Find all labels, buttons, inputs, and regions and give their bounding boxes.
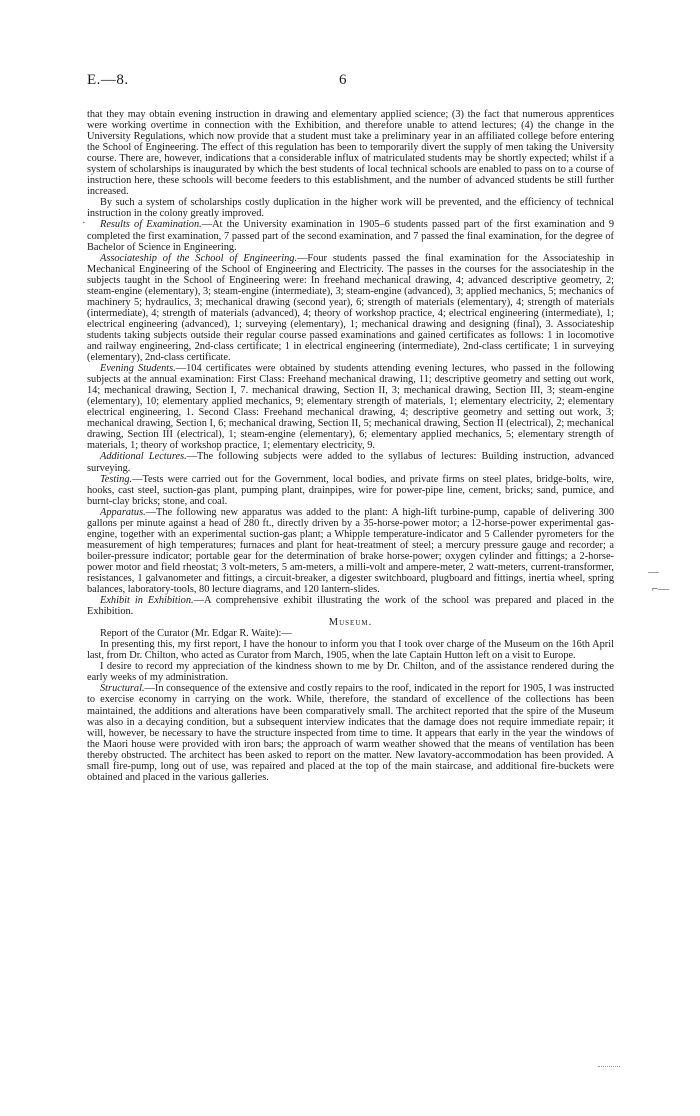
paragraph-text: —A comprehensive exhibit illustrating the work of the school was prepared and placed in the Exhibition. [87,595,614,618]
document-reference: E.—8. [87,72,129,88]
paragraph-heading: Evening Students. [100,363,176,375]
paragraph-heading: Exhibit in Exhibition. [100,595,194,607]
paragraph-heading: Apparatus. [100,506,146,518]
paragraph [87,363,614,451]
margin-dot-mark: · [82,217,86,229]
paragraph [87,197,614,219]
paragraph [87,507,614,595]
paragraph-text: that they may obtain evening instruction in drawing and elementary applied science; (3) the fact that numerous apprentices were working overtime in connection with the Exhibition, and therefore unable to attend lectures; (4) the change in the University Regulations, which now provide that a student must take a preliminary year in an affiliated college before entering the School of Engineering. The effect of this regulation has been to temporarily divert the supply of men taking the University course. There are, however, indications that a considerable influx of matriculated students may be shortly expected; whilst if a system of scholarships is inaugurated by which the best students of local technical schools are enabled to pass on to a course of instruction here, these schools will become feeders to this establishment, and the number of advanced students be still further increased. [87,109,614,198]
paragraph [87,253,614,363]
paragraph [87,595,614,617]
paragraph [87,474,614,507]
document-body [87,109,614,783]
page-number: 6 [339,72,347,88]
paragraph-text: I desire to record my appreciation of the kindness shown to me by Dr. Chilton, and of the assistance rendered during the early weeks of my administration. [87,661,614,684]
paragraph [87,639,614,661]
paragraph [87,683,614,782]
paragraph-heading: Additional Lectures. [100,451,187,463]
paragraph-text: —The following subjects were added to the syllabus of lectures: Building instruction, advanced surveying. [87,451,614,474]
paragraph-text: —104 certificates were obtained by students attending evening lectures, who passed in the following subjects at the annual examination: First Class: Freehand mechanical drawing, 11; descriptive geometry and setting out work, 14; mechanical drawing, Section I, 7. mechanical drawing, Section II, 3; mechanical drawing, Section III, 3; steam-engine (elementary), 10; elementary applied mechanics, 9; elementary strength of materials, 1; elementary electricity, 2; elementary electrical engineering, 1. Second Class: Freehand mechanical drawing, 4; descriptive geometry and setting out work, 3; mechanical drawing, Section I, 6; mechanical drawing, Section II, 5; mechanical drawing, Section II (electrical), 2; mechanical drawing, Section III (electrical), 1; steam-engine (elementary), 6; elementary applied mechanics, 5; elementary strength of materials, 1; theory of workshop practice, 1; elementary electricity, 9. [87,363,614,452]
paragraph [87,451,614,473]
page-header [87,72,617,92]
paragraph [87,661,614,683]
margin-side-mark: — [648,566,659,578]
paragraph-text: —Tests were carried out for the Government, local bodies, and private firms on steel plates, bridge-bolts, wire, hooks, cast steel, suction-gas plant, pumping plant, drainpipes, wire for power-pipe line, cement, bricks; sand, pumice, and burnt-clay bricks; stone, and coal. [87,473,614,507]
paragraph-text: —The following new apparatus was added to the plant: A high-lift turbine-pump, capable of delivering 300 gallons per minute against a head of 280 ft., directly driven by a 35-horse-power motor; a 12-horse-power experimental gas-engine, together with an experimental suction-gas plant; a Whipple temperature-indicator and 5 Callender pyrometers for the measurement of high temperatures; furnaces and plant for heat-treatment of steel; a mercury pressure gauge and recorder; a boiler-pressure indicator; portable gear for the determination of brake horse-power; oxygen cylinder and fittings; a 2-horse-power motor and field rheostat; 3 volt-meters, 5 am-meters, a milli-volt and ampere-meter, 2 watt-meters, current-transformer, resistances, 1 galvanometer and fittings, a circuit-breaker, a digester switchboard, plugboard and fittings, inertia wheel, spring balances, laboratory-tools, 80 lecture diagrams, and 120 lantern-slides. [87,506,614,596]
dotted-rule [598,1066,620,1067]
paragraph-text: In presenting this, my first report, I have the honour to inform you that I took over charge of the Museum on the 16th April last, from Dr. Chilton, who acted as Curator from March, 1905, when the late Captain Hutton left on a visit to Europe. [87,639,614,662]
paragraph-heading: Results of Examination. [100,219,202,231]
paragraph [87,109,614,197]
paragraph-text: —At the University examination in 1905–6 students passed part of the first examination and 9 completed the first examination, 7 passed part of the second examination, and 7 passed the final examination, for the degree of Bachelor of Science in Engineering. [87,219,614,253]
report-line: Report of the Curator (Mr. Edgar R. Waite):— [100,628,292,640]
paragraph [87,219,614,252]
margin-side-mark: ⌐— [652,583,670,595]
paragraph-text: By such a system of scholarships costly duplication in the higher work will be prevented, and the efficiency of technical instruction in the colony greatly improved. [87,197,614,220]
paragraph-heading: Associateship of the School of Engineering. [100,252,298,264]
section-title-museum: Museum. [328,617,373,629]
paragraph-heading: Structural. [100,683,145,695]
paragraph-text: —In consequence of the extensive and costly repairs to the roof, indicated in the report for 1905, I was instructed to exercise economy in carrying on the work. While, therefore, the standard of excellence of the collections has been maintained, the additions and alterations have been comparatively small. The architect reported that the spire of the Museum was also in a decaying condition, but a subsequent interview indicates that the damage does not require immediate repair; it will, however, be necessary to have the structure inspected from time to time. It appears that early in the year the windows of the Maori house were provided with iron bars; the approach of warm weather showed that the means of ventilation has been thereby obstructed. The architect has been asked to report on the matter. New lavatory-accommodation has been provided. A small fire-pump, long out of use, was repaired and placed at the top of the main staircase, and additional fire-buckets were obtained and placed in the various galleries. [87,683,614,783]
paragraph-text: —Four students passed the final examination for the Associateship in Mechanical Engineering of the School of Engineering and Electricity. The passes in the courses for the associateship in the subjects taught in the School of Engineering were: In freehand mechanical drawing, 4; advanced descriptive geometry, 2; steam-engine (elementary), 3; steam-engine (intermediate), 3; steam-engine (advanced), 3; applied mechanics, 5; mechanics of machinery 5; hydraulics, 3; mechanical drawing (second year), 6; strength of materials (elementary), 4; strength of materials (intermediate), 4; strength of materials (advanced), 4; theory of workshop practice, 4; electrical engineering (intermediate), 1; electrical engineering (advanced), 1; surveying (elementary), 1; mechanical drawing and designing (final), 3. Associateship students taking subjects outside their regular course passed examinations and gained certificates as follows: 1 in locomotive and railway engineering, 2nd-class certificate; 1 in electrical engineering (intermediate), 2nd-class certificate; 1 in surveying (elementary), 2nd-class certificate. [87,252,614,364]
paragraph-heading: Testing. [100,473,133,485]
